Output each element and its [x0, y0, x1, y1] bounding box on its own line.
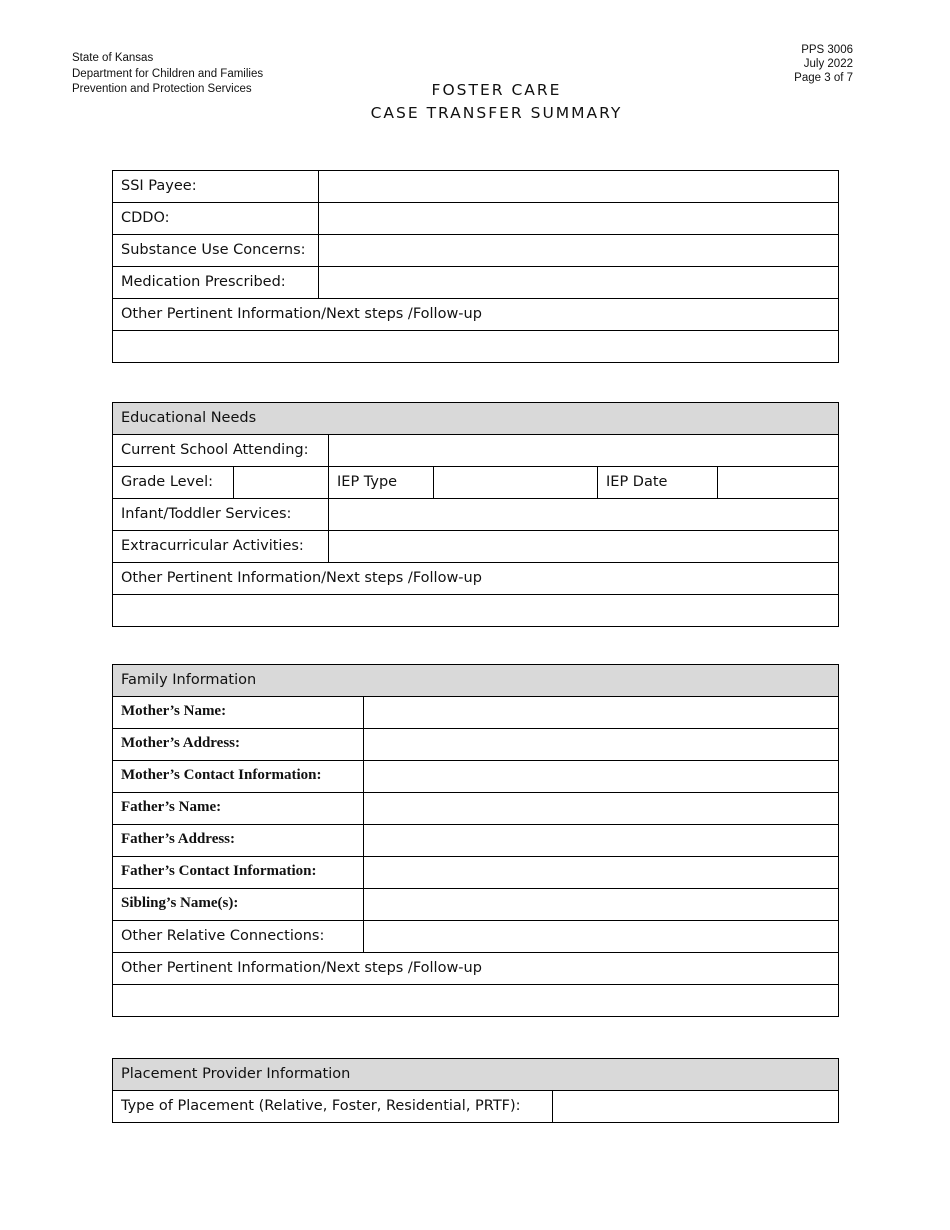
family-information-heading: Family Information — [113, 665, 839, 697]
education-other-info-label: Other Pertinent Information/Next steps /Follow-up — [113, 563, 839, 595]
ssi-payee-label: SSI Payee: — [113, 171, 319, 203]
table-row — [113, 235, 839, 267]
iep-date-field[interactable] — [718, 467, 839, 499]
table-row — [113, 171, 839, 203]
iep-type-field[interactable] — [434, 467, 598, 499]
placement-provider-table — [112, 1058, 839, 1123]
agency-department: Department for Children and Families — [72, 67, 264, 80]
table-row — [113, 267, 839, 299]
family-other-info-field[interactable] — [113, 985, 839, 1017]
family-other-info-label: Other Pertinent Information/Next steps /Follow-up — [113, 953, 839, 985]
type-of-placement-field[interactable] — [553, 1091, 839, 1123]
mother-contact-field[interactable] — [364, 761, 839, 793]
table-row — [113, 697, 839, 729]
table-row — [113, 729, 839, 761]
iep-date-label: IEP Date — [598, 467, 718, 499]
health-other-info-field[interactable] — [113, 331, 839, 363]
infant-toddler-label: Infant/Toddler Services: — [113, 499, 329, 531]
cddo-field[interactable] — [319, 203, 839, 235]
father-name-label: Father’s Name: — [113, 793, 364, 825]
health-other-info-label: Other Pertinent Information/Next steps /Follow-up — [113, 299, 839, 331]
agency-division: Prevention and Protection Services — [72, 83, 252, 95]
table-row — [113, 1059, 839, 1091]
cddo-label: CDDO: — [113, 203, 319, 235]
educational-needs-heading: Educational Needs — [113, 403, 839, 435]
table-row — [113, 889, 839, 921]
family-information-table — [112, 664, 839, 1017]
extracurricular-field[interactable] — [329, 531, 839, 563]
siblings-field[interactable] — [364, 889, 839, 921]
title-line-2: CASE TRANSFER SUMMARY — [370, 104, 623, 122]
father-name-field[interactable] — [364, 793, 839, 825]
father-address-label: Father’s Address: — [113, 825, 364, 857]
education-other-info-field[interactable] — [113, 595, 839, 627]
table-row — [113, 953, 839, 985]
table-row — [113, 299, 839, 331]
mother-address-label: Mother’s Address: — [113, 729, 364, 761]
table-row — [113, 467, 839, 499]
form-number: PPS 3006 — [801, 44, 853, 56]
table-row — [113, 921, 839, 953]
table-row — [113, 793, 839, 825]
table-row — [113, 563, 839, 595]
table-row — [113, 985, 839, 1017]
iep-type-label: IEP Type — [329, 467, 434, 499]
father-address-field[interactable] — [364, 825, 839, 857]
mother-name-field[interactable] — [364, 697, 839, 729]
current-school-field[interactable] — [329, 435, 839, 467]
page-title — [0, 79, 950, 125]
medication-field[interactable] — [319, 267, 839, 299]
extracurricular-label: Extracurricular Activities: — [113, 531, 329, 563]
table-row — [113, 499, 839, 531]
table-row — [113, 665, 839, 697]
father-contact-field[interactable] — [364, 857, 839, 889]
table-row — [113, 595, 839, 627]
form-date: July 2022 — [803, 58, 853, 70]
educational-needs-table — [112, 402, 839, 627]
page-number: Page 3 of 7 — [794, 72, 853, 84]
table-row — [113, 857, 839, 889]
table-row — [113, 825, 839, 857]
medication-label: Medication Prescribed: — [113, 267, 319, 299]
table-row — [113, 1091, 839, 1123]
siblings-label: Sibling’s Name(s): — [113, 889, 364, 921]
health-services-table — [112, 170, 839, 363]
current-school-label: Current School Attending: — [113, 435, 329, 467]
mother-name-label: Mother’s Name: — [113, 697, 364, 729]
table-row — [113, 761, 839, 793]
mother-contact-label: Mother’s Contact Information: — [113, 761, 364, 793]
type-of-placement-label: Type of Placement (Relative, Foster, Residential, PRTF): — [113, 1091, 553, 1123]
mother-address-field[interactable] — [364, 729, 839, 761]
father-contact-label: Father’s Contact Information: — [113, 857, 364, 889]
table-row — [113, 531, 839, 563]
title-line-1: FOSTER CARE — [431, 81, 562, 99]
table-row — [113, 203, 839, 235]
agency-state: State of Kansas — [72, 52, 154, 64]
infant-toddler-field[interactable] — [329, 499, 839, 531]
table-row — [113, 403, 839, 435]
grade-level-label: Grade Level: — [113, 467, 234, 499]
other-relatives-label: Other Relative Connections: — [113, 921, 364, 953]
ssi-payee-field[interactable] — [319, 171, 839, 203]
other-relatives-field[interactable] — [364, 921, 839, 953]
table-row — [113, 435, 839, 467]
placement-provider-heading: Placement Provider Information — [113, 1059, 839, 1091]
grade-level-field[interactable] — [234, 467, 329, 499]
table-row — [113, 331, 839, 363]
substance-use-label: Substance Use Concerns: — [113, 235, 319, 267]
substance-use-field[interactable] — [319, 235, 839, 267]
